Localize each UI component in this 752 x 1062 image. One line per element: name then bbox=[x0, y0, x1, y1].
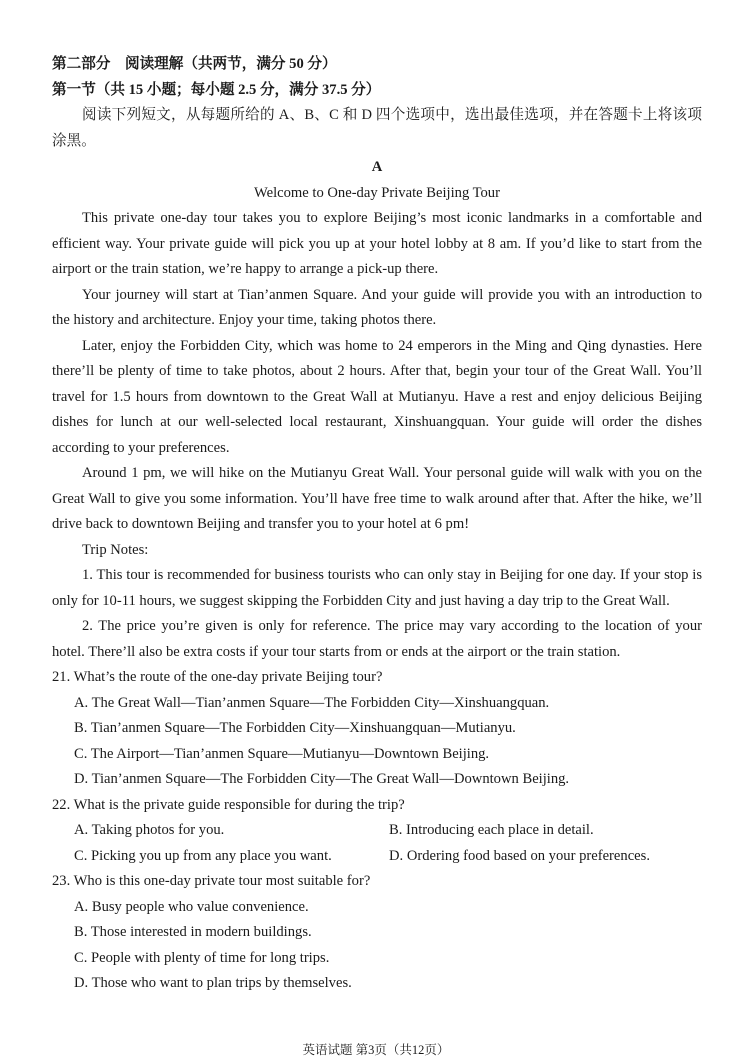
instruction-text: 阅读下列短文，从每题所给的 A、B、C 和 D 四个选项中，选出最佳选项，并在答题卡上将该项涂黑。 bbox=[52, 107, 702, 149]
question-stem: 22. What is the private guide responsible for during the trip? bbox=[52, 796, 405, 813]
option-d: D. Ordering food based on your preferences. bbox=[389, 847, 650, 864]
passage-paragraph: Your journey will start at Tian’anmen Square. And your guide will provide you with an introduction to the history and architecture. Enjoy your time, taking photos there. bbox=[52, 286, 702, 328]
option-d: D. Those who want to plan trips by themselves. bbox=[74, 975, 352, 991]
option-b: B. Tian’anmen Square—The Forbidden City—Xinshuangquan—Mutianyu. bbox=[74, 720, 516, 736]
question-21 bbox=[52, 665, 702, 793]
option-row bbox=[52, 818, 702, 844]
option-c: C. People with plenty of time for long trips. bbox=[74, 949, 330, 966]
exam-page bbox=[52, 52, 702, 997]
option-c: C. Picking you up from any place you want. bbox=[74, 847, 332, 864]
option-row bbox=[52, 844, 702, 870]
page-footer: 英语试题 第3页（共12页） bbox=[302, 1043, 450, 1057]
question-stem: 23. Who is this one-day private tour most suitable for? bbox=[52, 873, 371, 889]
part-heading: 第二部分 阅读理解（共两节，满分 50 分） bbox=[52, 56, 337, 72]
trip-note-2: 2. The price you’re given is only for reference. The price may vary according to the location of your hotel. There’ll also be extra costs if your tour starts from or ends at the airport or the train station. bbox=[52, 618, 702, 660]
option-a: A. Busy people who value convenience. bbox=[74, 898, 309, 915]
passage-title: Welcome to One-day Private Beijing Tour bbox=[254, 184, 500, 201]
passage-letter: A bbox=[371, 159, 383, 175]
trip-note-1: 1. This tour is recommended for business tourists who can only stay in Beijing for one day. If your stop is only for 10-11 hours, we suggest skipping the Forbidden City and just having a day trip to the Great Wall. bbox=[52, 567, 702, 609]
option-b: B. Those interested in modern buildings. bbox=[74, 924, 312, 940]
option-b: B. Introducing each place in detail. bbox=[389, 822, 594, 838]
option-a: A. Taking photos for you. bbox=[74, 822, 225, 838]
option-d: D. Tian’anmen Square—The Forbidden City—The Great Wall—Downtown Beijing. bbox=[74, 771, 570, 787]
question-22 bbox=[52, 793, 702, 870]
question-23 bbox=[52, 869, 702, 997]
option-a: A. The Great Wall—Tian’anmen Square—The Forbidden City—Xinshuangquan. bbox=[74, 694, 550, 711]
trip-notes-heading: Trip Notes: bbox=[82, 541, 149, 558]
option-c: C. The Airport—Tian’anmen Square—Mutianyu—Downtown Beijing. bbox=[74, 745, 490, 762]
passage-paragraph: Later, enjoy the Forbidden City, which was home to 24 emperors in the Ming and Qing dynasties. Here there’ll be plenty of time to take photos, about 2 hours. After that, begin your tour of the Great Wall. You’ll travel for 1.5 hours from downtown to the Great Wall at Mutianyu. Have a rest and enjoy delicious Beijing dishes for lunch at our well-selected local restaurant, Xinshuangquan. Your guide will order the dishes according to your preferences. bbox=[52, 337, 702, 456]
question-stem: 21. What’s the route of the one-day private Beijing tour? bbox=[52, 669, 383, 685]
passage-paragraph: Around 1 pm, we will hike on the Mutianyu Great Wall. Your personal guide will walk with you on the Great Wall to give you some information. You’ll have free time to walk around after that. After the hike, we’ll drive back to downtown Beijing and transfer you to your hotel at 6 pm! bbox=[52, 465, 702, 532]
section-heading: 第一节（共 15 小题；每小题 2.5 分，满分 37.5 分） bbox=[52, 81, 381, 98]
passage-paragraph: This private one-day tour takes you to explore Beijing’s most iconic landmarks in a comfortable and efficient way. Your private guide will pick you up at your hotel lobby at 8 am. If you’d like to start from the airport or the train station, we’re happy to arrange a pick-up there. bbox=[52, 210, 702, 277]
